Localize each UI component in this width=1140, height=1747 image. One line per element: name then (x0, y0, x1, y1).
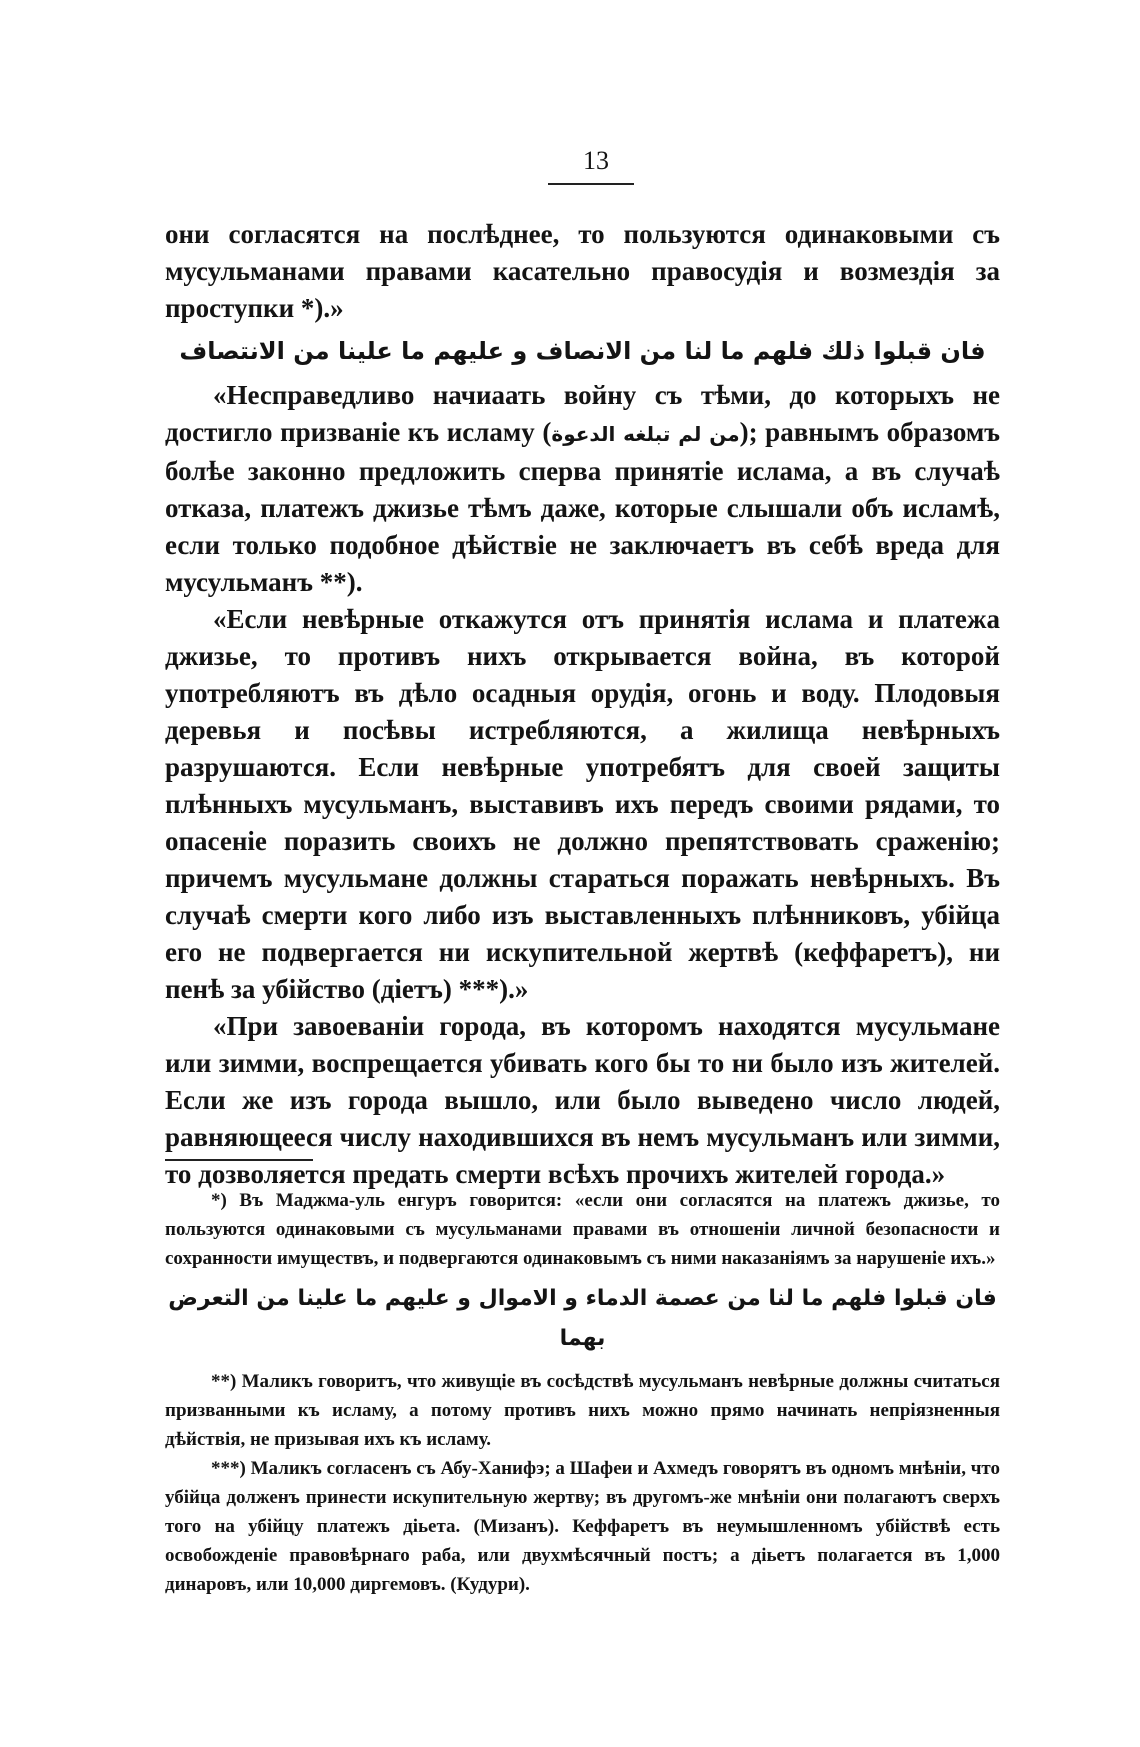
footnote-2: **) Маликъ говоритъ, что живущіе въ сосѣдствѣ мусульманъ невѣрные должны считаться призванными къ исламу, а потому противъ нихъ можно прямо начинать непріязненныя дѣйствія, не призывая ихъ къ исламу. (165, 1371, 1000, 1450)
paragraph-3: «Если невѣрные откажутся отъ принятія ислама и платежа джизье, то противъ нихъ открывается война, въ которой употребляютъ въ дѣло осадныя орудія, огонь и воду. Плодовыя деревья и посѣвы истребляются, а жилища невѣрныхъ разрушаются. Если невѣрные употребятъ для своей защиты плѣнныхъ мусульманъ, выставивъ ихъ передъ своими рядами, то опасеніе поразить своихъ не должно препятствовать сраженію; причемъ мусульмане должны стараться поражать невѣрныхъ. Въ случаѣ смерти кого либо изъ выставленныхъ плѣнниковъ, убійца его не подвергается ни искупительной жертвѣ (кеффаретъ), ни пенѣ за убійство (діетъ) ***).» (165, 604, 1000, 1004)
arabic-quote-1: فان قبلوا ذلك فلهم ما لنا من الانصاف و عليهم ما علينا من الانتصاف (179, 337, 986, 365)
paragraph-2-start: «Несправедливо начиаать войну съ тѣми, до которыхъ не достигло призваніе къ исламу ( (165, 380, 1000, 447)
footnotes (165, 1186, 1000, 1599)
footnote-1: *) Въ Маджма-уль енгуръ говорится: «если они согласятся на платежъ джизье, то пользуются одинаковыми съ мусульманами правами въ отношеніи личной безопасности и сохранности имуществъ, и подвергаются одинаковымъ съ ними наказаніямъ за нарушеніе ихъ.» (165, 1190, 1000, 1269)
page-number: 13 (583, 146, 609, 175)
paragraph-2 (165, 377, 1000, 601)
paragraph-2-arabic: من لم تبلغه الدعوة (551, 422, 740, 446)
footnote-1-arabic: فان قبلوا فلهم ما لنا من عصمة الدماء و الاموال و عليهم ما علينا من التعرض بهما (168, 1286, 997, 1351)
main-text (165, 216, 1000, 1193)
paragraph-4: «При завоеваніи города, въ которомъ находятся мусульмане или зимми, воспрещается убивать кого бы то ни было изъ жителей. Если же изъ города вышло, или было выведено число людей, равняющееся числу находившихся въ немъ мусульманъ или зимми, то дозволяется предать смерти всѣхъ прочихъ жителей города.» (165, 1011, 1000, 1189)
page-number-rule (548, 183, 634, 185)
footnote-3: ***) Маликъ согласенъ съ Абу-Ханифэ; а Шафеи и Ахмедъ говорятъ въ одномъ мнѣніи, что убійца долженъ принести искупительную жертву; въ другомъ-же мнѣніи они полагаютъ сверхъ того на убійцу платежъ діьета. (Мизанъ). Кеффаретъ въ неумышленномъ убійствѣ есть освобожденіе правовѣрнаго раба, или двухмѣсячный постъ; а діьетъ полагается въ 1,000 динаровъ, или 10,000 диргемовъ. (Кудури). (165, 1458, 1000, 1595)
paragraph-1: они согласятся на послѣднее, то пользуются одинаковыми съ мусульманами правами касательно правосудія и возмездія за проступки *).» (165, 219, 1000, 323)
footnote-separator (165, 1159, 313, 1161)
paragraph-2-end: ); равнымъ образомъ болѣе законно предложить сперва принятіе ислама, а въ случаѣ отказа, платежъ джизье тѣмъ даже, которые слышали объ исламѣ, если только подобное дѣйствіе не заключаетъ въ себѣ вреда для мусульманъ **). (165, 417, 1000, 597)
